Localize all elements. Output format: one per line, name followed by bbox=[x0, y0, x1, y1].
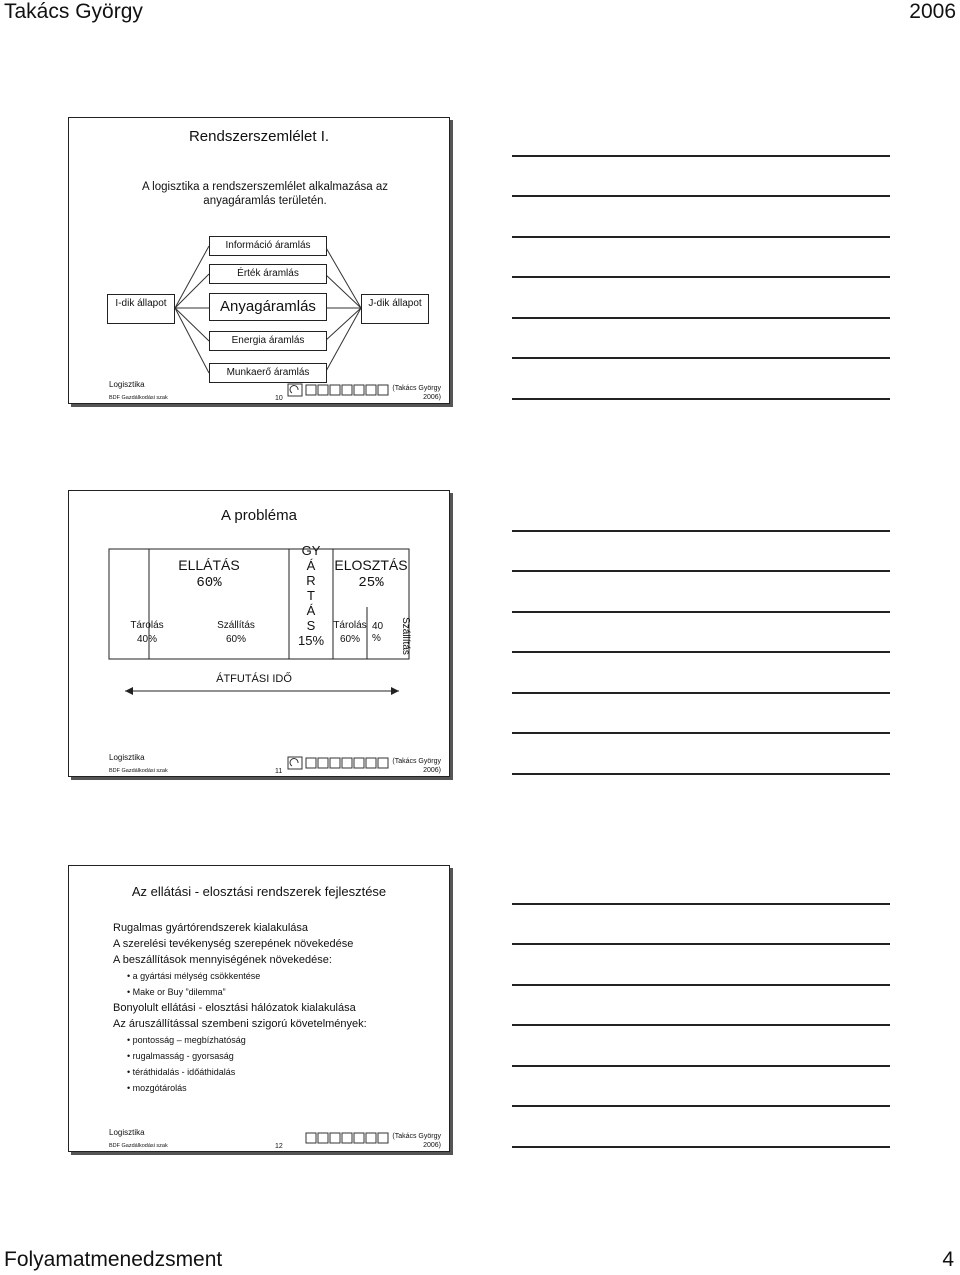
elosztas-pct: 25% bbox=[358, 575, 384, 591]
footer-page: 4 bbox=[942, 1248, 954, 1271]
ellatas-pct: 60% bbox=[196, 575, 222, 591]
list-item: • a gyártási mélység csökkentése bbox=[127, 971, 261, 981]
szallitas2-pct: 40 % bbox=[372, 621, 384, 644]
slide1-course: Logisztika bbox=[109, 380, 145, 389]
gyartas-pct: 15% bbox=[297, 633, 325, 648]
list-item: A szerelési tevékenység szerepének növekedése bbox=[113, 938, 354, 950]
slide2-title: A probléma bbox=[221, 507, 297, 524]
tarolas1: Tárolás 40% bbox=[130, 620, 164, 645]
list-item: • rugalmasság - gyorsaság bbox=[127, 1051, 234, 1061]
szallitas2-rotated: Szállítás bbox=[400, 617, 411, 655]
tarolas2: Tárolás 60% bbox=[333, 620, 367, 645]
flow-anyagaramlas: Anyagáramlás bbox=[209, 293, 327, 321]
slide-10 bbox=[68, 117, 450, 404]
list-item: A beszállítások mennyiségének növekedése: bbox=[113, 954, 332, 966]
slide3-credit: (Takács György 2006) bbox=[392, 1133, 441, 1149]
bullet-icon: • bbox=[127, 971, 133, 981]
slide-11 bbox=[68, 490, 450, 777]
list-item: • pontosság – megbízhatóság bbox=[127, 1035, 246, 1045]
bullet-icon: • bbox=[127, 987, 133, 997]
bullet-icon: • bbox=[127, 1067, 133, 1077]
slide3-number: 12 bbox=[275, 1143, 283, 1150]
header-year: 2006 bbox=[909, 0, 956, 23]
flow-munkaero: Munkaerő áramlás bbox=[209, 363, 327, 383]
flow-ertek: Érték áramlás bbox=[209, 264, 327, 284]
ellatas-label: ELLÁTÁS bbox=[178, 557, 240, 573]
slide3-list bbox=[113, 920, 443, 1096]
state-right: J-dik állapot bbox=[361, 294, 429, 324]
list-item: Rugalmas gyártórendszerek kialakulása bbox=[113, 922, 309, 934]
flow-informacio: Információ áramlás bbox=[209, 236, 327, 256]
nav-buttons-icon[interactable] bbox=[274, 382, 394, 398]
slide1-number: 10 bbox=[275, 395, 283, 402]
nav-buttons-icon[interactable] bbox=[274, 1130, 394, 1146]
state-left: I-dik állapot bbox=[107, 294, 175, 324]
nav-buttons-icon[interactable] bbox=[274, 755, 394, 771]
list-item: • mozgótárolás bbox=[127, 1083, 187, 1093]
header-author: Takács György bbox=[4, 0, 143, 23]
elosztas-label: ELOSZTÁS bbox=[334, 557, 408, 573]
slide2-number: 11 bbox=[275, 768, 283, 775]
atfutasi-ido-label: ÁTFUTÁSI IDŐ bbox=[216, 673, 292, 685]
bullet-icon: • bbox=[127, 1051, 133, 1061]
slide2-credit: (Takács György 2006) bbox=[392, 758, 441, 774]
list-item: • téráthidalás - időáthidalás bbox=[127, 1067, 236, 1077]
gyartas-letters: GY Á R T Á S 15% bbox=[289, 543, 333, 648]
slide3-school: BDF Gazdálkodási szak bbox=[109, 1143, 168, 1149]
list-item: Bonyolult ellátási - elosztási hálózatok kialakulása bbox=[113, 1002, 356, 1014]
bullet-icon: • bbox=[127, 1083, 133, 1093]
slide1-school: BDF Gazdálkodási szak bbox=[109, 395, 168, 401]
slide1-title: Rendszerszemlélet I. bbox=[188, 128, 330, 145]
flow-energia: Energia áramlás bbox=[209, 331, 327, 351]
footer-title: Folyamatmenedzsment bbox=[4, 1248, 223, 1271]
list-item: • Make or Buy ”dilemma” bbox=[127, 987, 226, 997]
szallitas1: Szállítás 60% bbox=[217, 620, 255, 645]
slide1-subtitle: A logisztika a rendszerszemlélet alkalmazása az anyagáramlás területén. bbox=[141, 181, 389, 207]
slide-12 bbox=[68, 865, 450, 1152]
bullet-icon: • bbox=[127, 1035, 133, 1045]
list-item: Az áruszállítással szembeni szigorú követelmények: bbox=[113, 1018, 367, 1030]
slide1-credit: (Takács György 2006) bbox=[392, 385, 441, 401]
slide2-course: Logisztika bbox=[109, 753, 145, 762]
slide3-course: Logisztika bbox=[109, 1128, 145, 1137]
slide2-school: BDF Gazdálkodási szak bbox=[109, 768, 168, 774]
slide3-title: Az ellátási - elosztási rendszerek fejlesztése bbox=[131, 884, 387, 899]
